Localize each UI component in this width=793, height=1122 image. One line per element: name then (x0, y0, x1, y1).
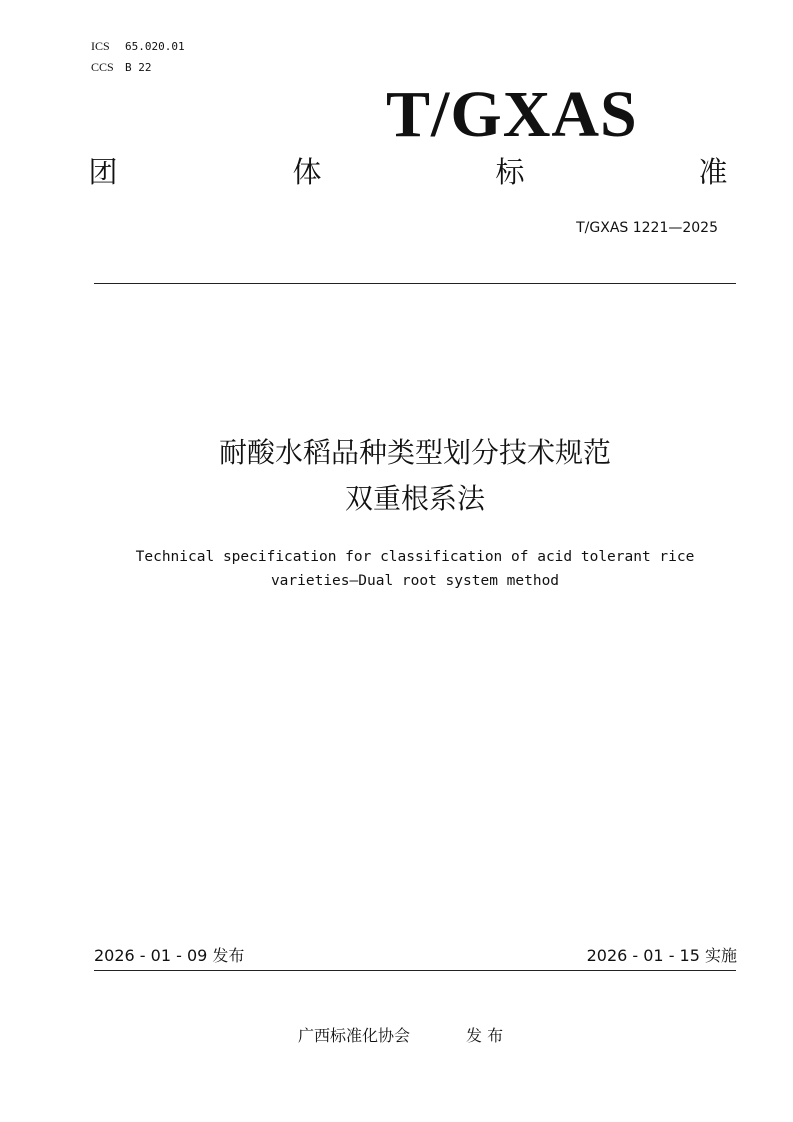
standard-type-char-4: 准 (698, 155, 728, 189)
title-zh-line2: 双重根系法 (344, 482, 485, 515)
standard-type-char-3: 标 (495, 155, 525, 189)
top-divider (94, 283, 736, 284)
title-en-line1: Technical specification for classification of acid tolerant rice (135, 549, 695, 565)
publisher-name: 广西标准化协会 (298, 1026, 411, 1045)
organization-logo: T/GXAS (386, 78, 638, 151)
ics-label: ICS (91, 39, 110, 53)
ics-code: 65.020.01 (125, 40, 185, 53)
title-zh-line1: 耐酸水稻品种类型划分技术规范 (218, 436, 611, 469)
ccs-label: CCS (91, 60, 114, 74)
bottom-divider (94, 970, 736, 971)
title-en-line2: varieties—Dual root system method (270, 573, 560, 589)
standard-number: T/GXAS 1221—2025 (576, 220, 718, 236)
standard-type-char-2: 体 (292, 155, 322, 189)
implementation-date: 2026 - 01 - 15 实施 (586, 946, 737, 965)
issue-date: 2026 - 01 - 09 发布 (94, 946, 245, 965)
publisher-action: 发 布 (466, 1026, 504, 1045)
ccs-code: B 22 (125, 61, 152, 74)
standard-type-char-1: 团 (88, 155, 118, 189)
